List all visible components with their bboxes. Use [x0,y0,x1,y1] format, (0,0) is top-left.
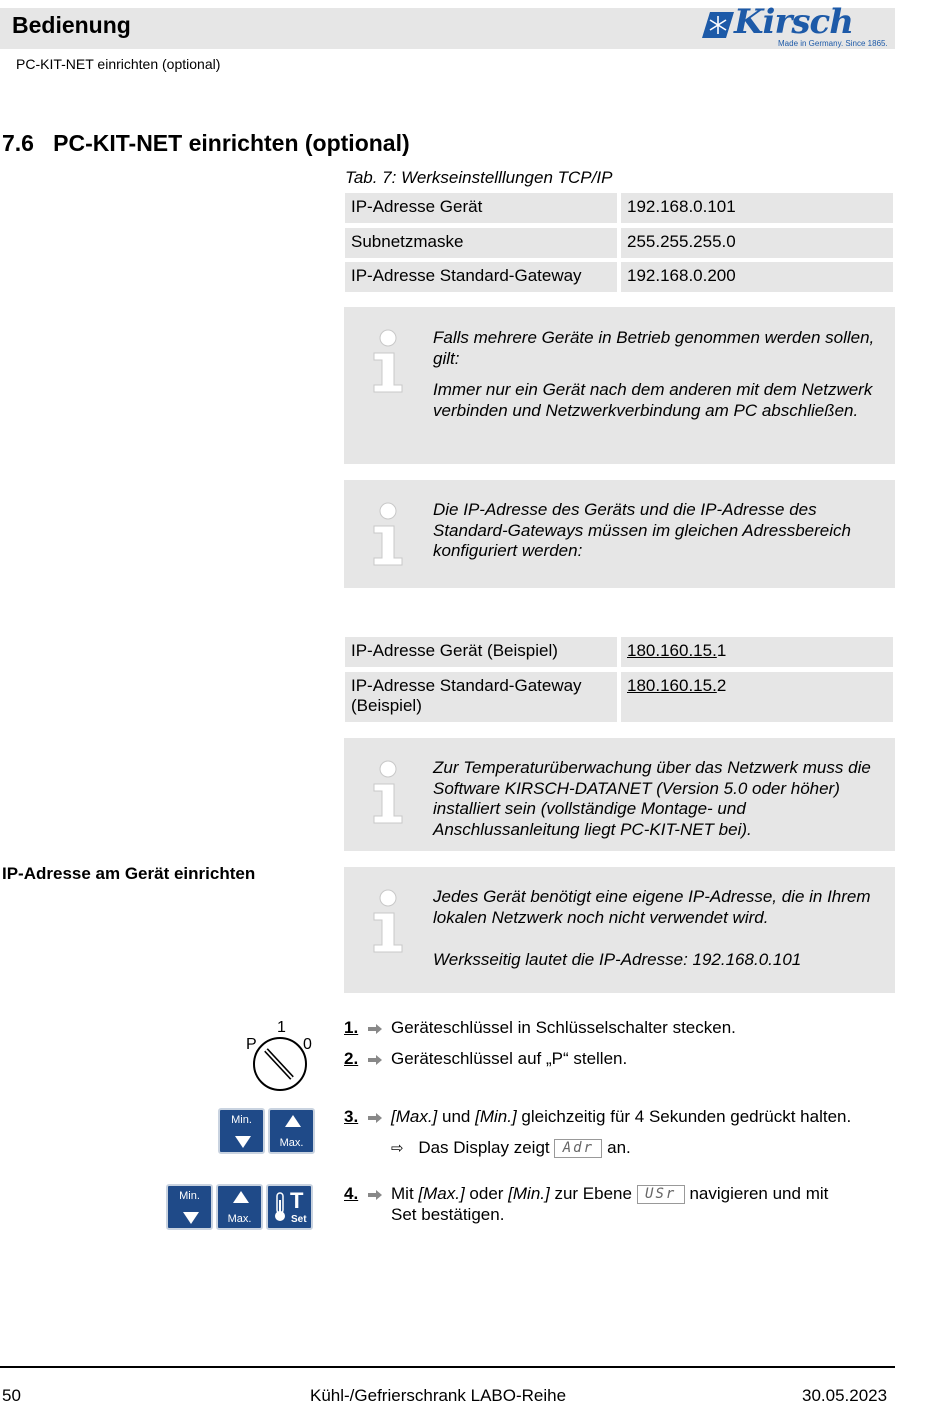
step-result [391,1137,631,1159]
switch-label-p: P [246,1036,257,1053]
step-number: 3. [344,1107,359,1126]
step-number: 4. [344,1184,359,1203]
step-arrow-icon [368,1113,382,1123]
info-note [344,867,895,993]
note-paragraph: Die IP-Adresse des Geräts und die IP-Adresse des Standard-Gateways müssen im gleichen Adressbereich konfiguriert werden: [433,500,851,560]
step-arrow-icon [368,1055,382,1065]
step-2 [344,1048,895,1070]
snowflake-logo-icon [700,10,734,40]
product-name: Kühl-/Gefrierschrank LABO-Reihe [310,1386,567,1405]
info-note [344,738,895,851]
result-text: an. [607,1138,631,1157]
info-icon [370,329,406,393]
max-key-label: Max. [279,1137,304,1149]
note-paragraph: Zur Temperaturüberwachung über das Netzwerk muss die Software KIRSCH-DATANET (Version 5.0 oder höher) installiert sein (vollständige Montage- und Anschlussanleitung liegt PC-KIT-NET bei). [433,758,871,839]
step-arrow-icon [368,1190,382,1200]
table-cell-value [621,637,893,667]
address-suffix: 1 [716,641,727,660]
arrow-up-icon [283,1114,303,1128]
table-cell-label [345,672,617,722]
text-fragment: navigieren und mit [689,1184,829,1203]
logo-wordmark: Kirsch [734,2,853,42]
note-text [433,758,893,840]
arrow-down-icon [181,1211,201,1225]
table-cell-label: Subnetzmaske [345,228,617,258]
table-caption: Tab. 7: Werkseinstelllungen TCP/IP [345,168,613,187]
text-fragment: gleichzeitig für 4 Sekunden gedrückt halten. [516,1107,852,1126]
address-prefix: 180.160.15. [627,676,717,695]
arrow-up-icon [231,1190,251,1204]
side-heading: IP-Adresse am Gerät einrichten [2,864,256,883]
note-text [433,500,893,562]
min-key-label: Min. [231,1114,252,1126]
key-ref-max: [Max.] [391,1107,438,1126]
min-key[interactable] [166,1184,213,1230]
info-note [344,307,895,464]
set-key-label: Set [291,1214,307,1225]
step-text: Geräteschlüssel auf „P“ stellen. [391,1049,628,1068]
document-date: 30.05.2023 [802,1386,888,1405]
text-fragment: zur Ebene [549,1184,632,1203]
key-switch-illustration [240,1018,320,1094]
text-fragment: Mit [391,1184,419,1203]
key-ref-min: [Min.] [475,1107,517,1126]
address-prefix: 180.160.15. [627,641,717,660]
note-paragraph: Immer nur ein Gerät nach dem anderen mit dem Netzwerk verbinden und Netzwerkverbindung am PC abschließen. [433,380,873,420]
page-number: 50 [2,1386,21,1405]
info-icon [370,760,406,824]
switch-label-0: 0 [303,1036,312,1053]
step-text-line2: Set bestätigen. [391,1205,505,1224]
max-key[interactable] [268,1108,315,1154]
key-ref-min: [Min.] [508,1184,550,1203]
max-key-label: Max. [227,1213,252,1225]
note-paragraph: Falls mehrere Geräte in Betrieb genommen werden sollen, gilt: [433,328,875,368]
info-icon [370,889,406,953]
step-number: 2. [344,1049,359,1068]
table-cell-value: 255.255.255.0 [621,228,893,258]
keypad-min-max-set [166,1184,318,1236]
step-text [391,1183,828,1204]
min-key[interactable] [218,1108,265,1154]
note-text [433,328,893,421]
kirsch-logo [698,2,888,50]
text-fragment: und [437,1107,476,1126]
step-3 [344,1106,895,1162]
note-paragraph: Werksseitig lautet die IP-Adresse: 192.168.0.101 [433,950,802,969]
step-1 [344,1017,895,1039]
display-readout: Adr [554,1139,602,1158]
thermometer-icon [274,1192,286,1222]
key-ref-max: [Max.] [418,1184,465,1203]
result-arrow-icon: ⇨ [391,1140,404,1157]
table-cell-value: 192.168.0.200 [621,262,893,292]
label-line: (Beispiel) [351,696,422,715]
chapter-title: Bedienung [12,12,131,38]
step-number: 1. [344,1018,359,1037]
switch-label-1: 1 [277,1019,286,1036]
note-text [433,887,893,971]
logo-tagline: Made in Germany. Since 1865. [778,39,888,48]
min-key-label: Min. [179,1190,200,1202]
display-readout: USr [637,1185,685,1204]
set-key[interactable] [266,1184,313,1230]
info-icon [370,502,406,566]
text-fragment: oder [464,1184,509,1203]
section-heading: 7.6 PC-KIT-NET einrichten (optional) [2,130,410,156]
step-4 [344,1183,895,1227]
table-cell-label: IP-Adresse Gerät [345,193,617,223]
chapter-subtitle: PC-KIT-NET einrichten (optional) [16,56,221,72]
step-text [391,1106,851,1127]
set-key-letter: T [290,1188,304,1213]
keypad-min-max [218,1108,318,1160]
result-text: Das Display zeigt [418,1138,550,1157]
footer-rule [0,1366,895,1368]
table-cell-value [621,672,893,722]
step-arrow-icon [368,1024,382,1034]
table-cell-label: IP-Adresse Gerät (Beispiel) [345,637,617,667]
max-key[interactable] [216,1184,263,1230]
note-paragraph: Jedes Gerät benötigt eine eigene IP-Adresse, die in Ihrem lokalen Netzwerk noch nicht verwendet wird. [433,887,871,927]
info-note [344,480,895,588]
label-line: IP-Adresse Standard-Gateway [351,676,582,695]
table-cell-value: 192.168.0.101 [621,193,893,223]
arrow-down-icon [233,1135,253,1149]
address-suffix: 2 [716,676,727,695]
step-text: Geräteschlüssel in Schlüsselschalter stecken. [391,1018,736,1037]
table-cell-label: IP-Adresse Standard-Gateway [345,262,617,292]
